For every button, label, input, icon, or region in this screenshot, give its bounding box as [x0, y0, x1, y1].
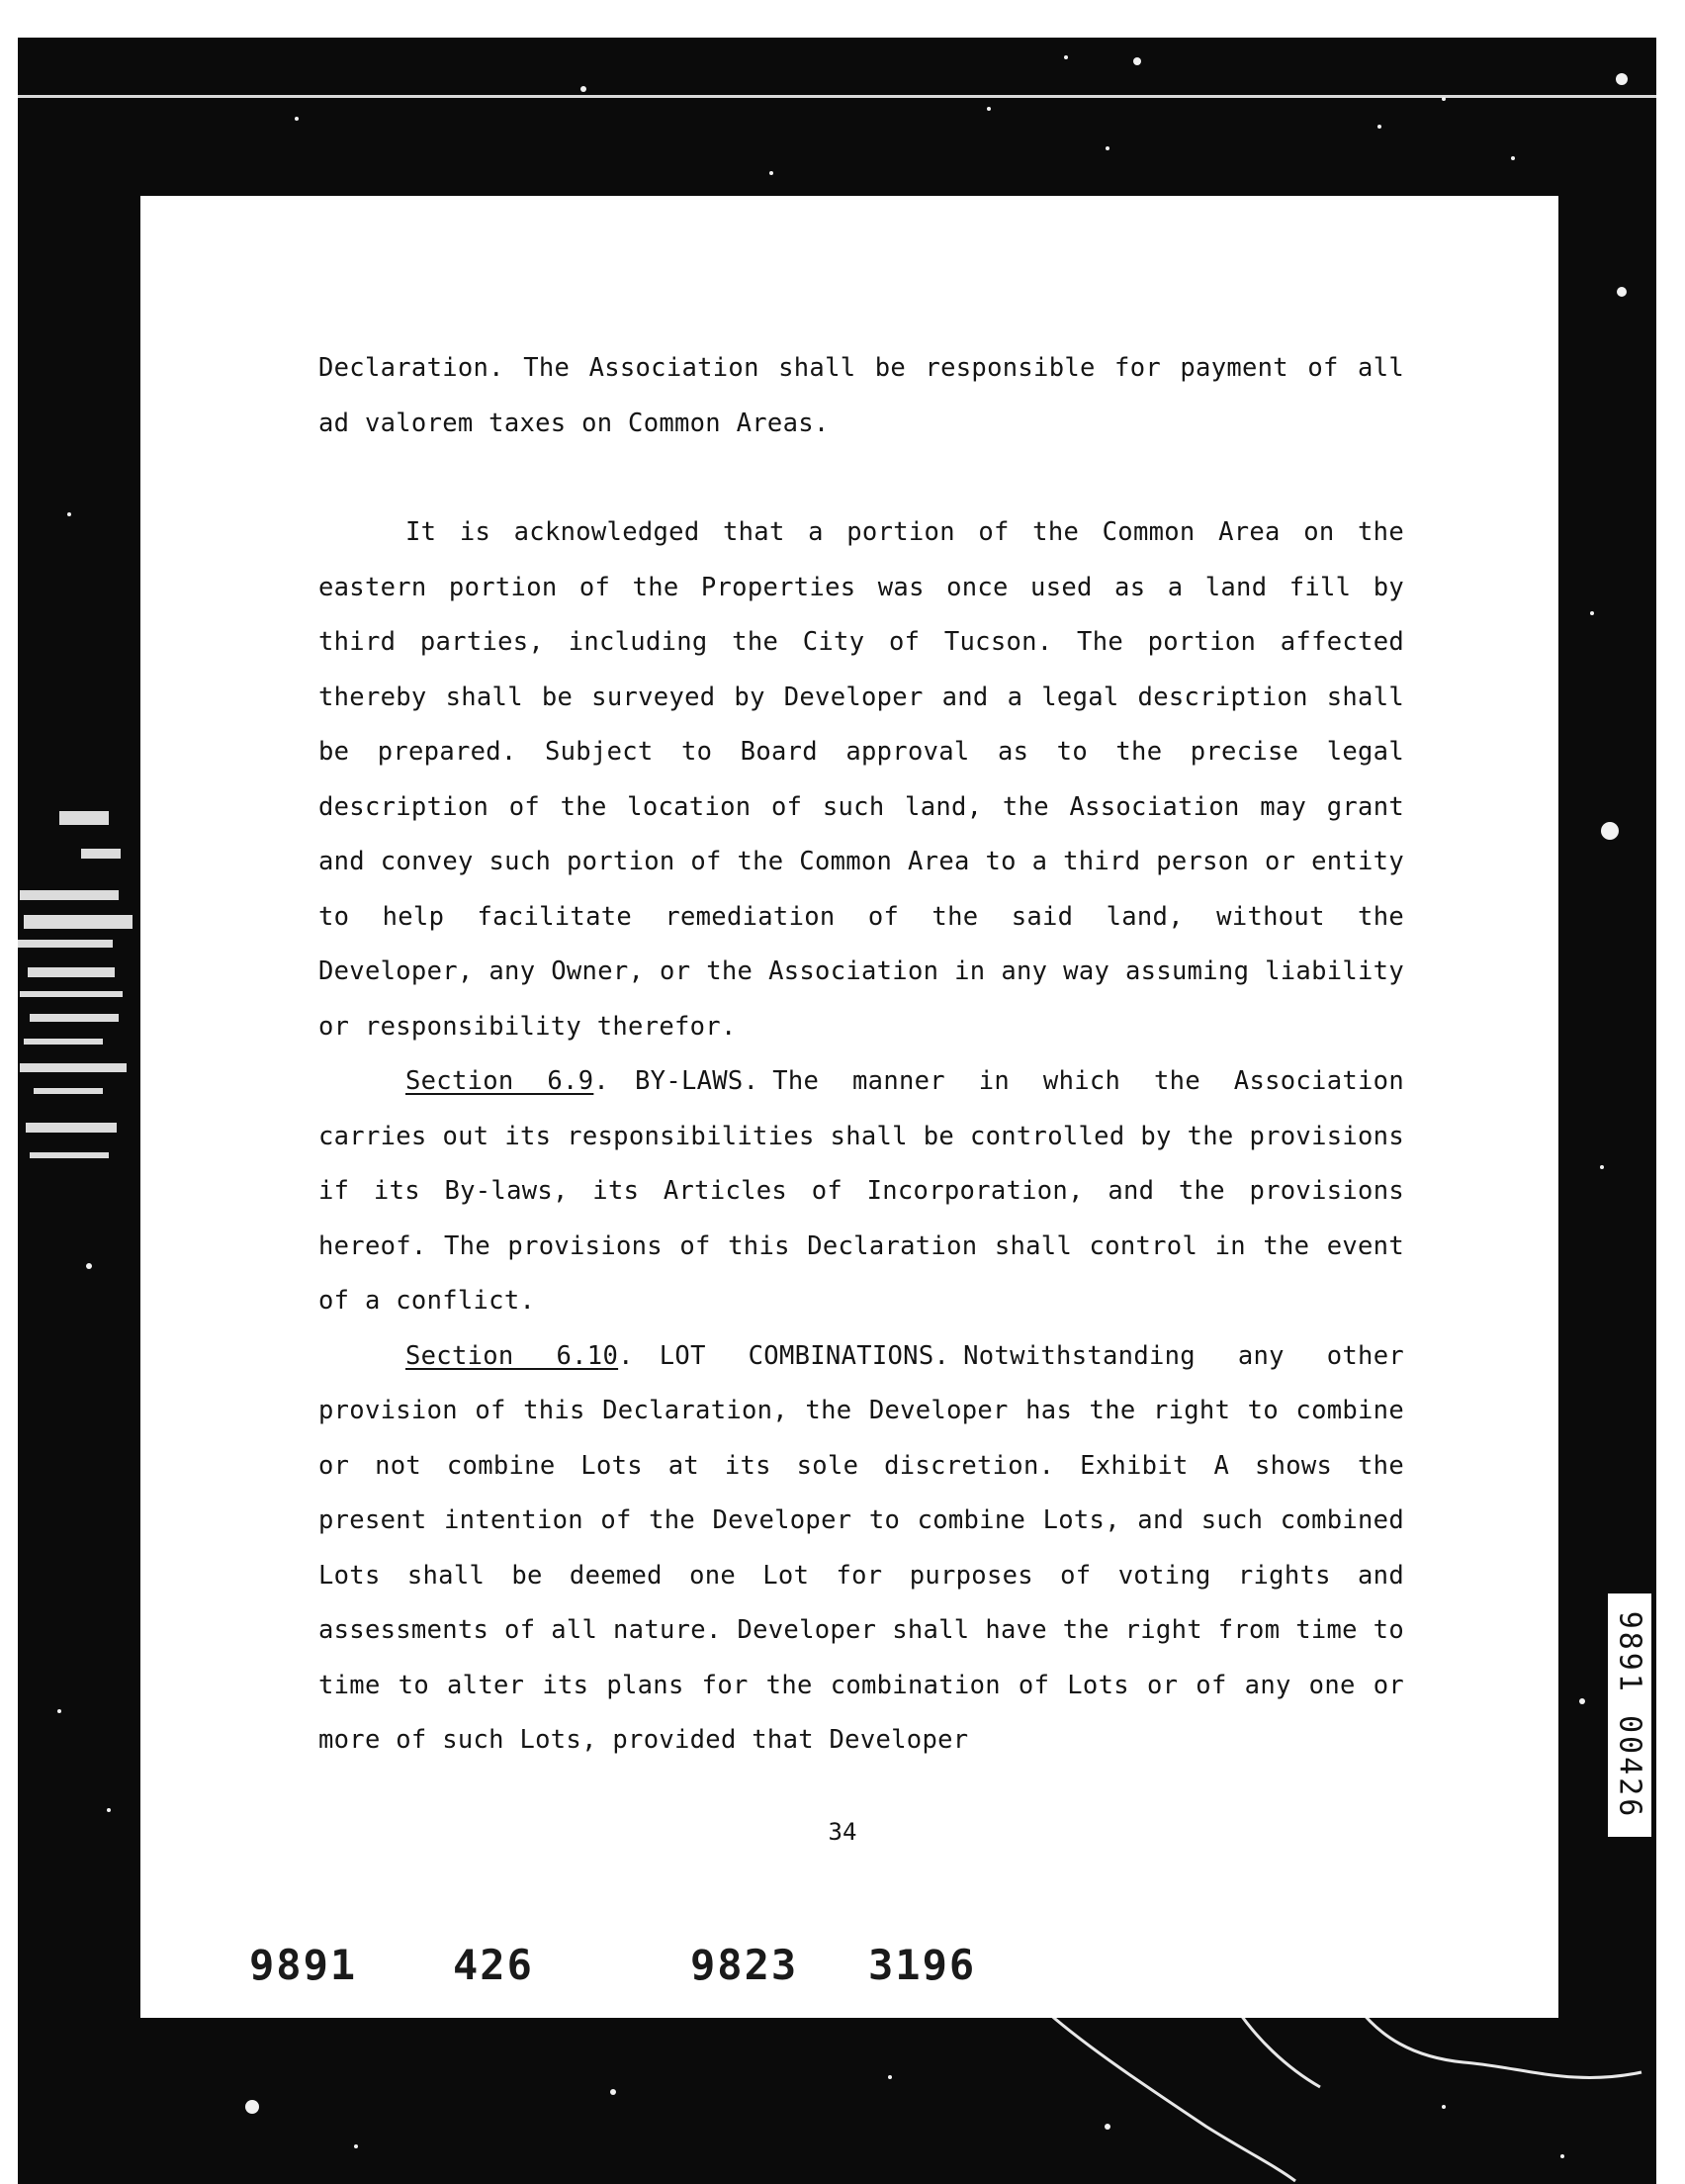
- recording-stamp-sequence: 3196: [868, 1941, 977, 1989]
- section-text: The manner in which the Association carries out its responsibilities shall be controlled by the provisions if its By-laws, its Articles of Incorporation, and the provisions hereof. The provisions of this Declaration shall control in the event of a conflict.: [318, 1066, 1404, 1316]
- document-body: [318, 341, 1404, 1769]
- recording-stamp-book: 9891: [249, 1941, 358, 1989]
- section-number: Section 6.9: [405, 1066, 594, 1096]
- paragraph-declaration-taxes: Declaration. The Association shall be responsible for payment of all ad valorem taxes on Common Areas.: [318, 353, 1404, 438]
- recording-stamp-page: 426: [453, 1941, 534, 1989]
- section-number: Section 6.10: [405, 1340, 619, 1371]
- section-title: LOT COMBINATIONS.: [659, 1340, 950, 1371]
- section-6-10: Section 6.10. LOT COMBINATIONS. Notwithstanding any other provision of this Declaration, the Developer has the right to combine or not combine Lots at its sole discretion. Exhibit A shows the present intention of the Developer to combine Lots, and such combined Lots shall be deemed one Lot for purposes of voting rights and assessments of all nature. Developer shall have the right from time to time to alter its plans for the combination of Lots or of any one or more of such Lots, provided that Developer: [318, 1340, 1405, 1755]
- paragraph-land-fill: It is acknowledged that a portion of the Common Area on the eastern portion of the Properties was once used as a land fill by third parties, including the City of Tucson. The portion affected thereby shall be surveyed by Developer and a legal description shall be prepared. Subject to Board approval as to the precise legal description of the location of such land, the Association may grant and convey such portion of the Common Area to a third person or entity to help facilitate remediation of the said land, without the Developer, any Owner, or the Association in any way assuming liability or responsibility therefor.: [318, 517, 1404, 1042]
- side-stamp-number: 9891 00426: [1612, 1610, 1647, 1820]
- recording-stamp-docket: 9823: [690, 1941, 799, 1989]
- section-title: BY-LAWS.: [635, 1066, 759, 1096]
- page-number: 34: [828, 1818, 857, 1846]
- side-stamp-box: [1608, 1593, 1651, 1837]
- section-6-9: Section 6.9. BY-LAWS. The manner in which the Association carries out its responsibilities shall be controlled by the provisions if its By-laws, its Articles of Incorporation, and the provisions hereof. The provisions of this Declaration shall control in the event of a conflict.: [318, 1066, 1404, 1316]
- section-text: Notwithstanding any other provision of this Declaration, the Developer has the right to combine or not combine Lots at its sole discretion. Exhibit A shows the present intention of the Developer to combine Lots, and such combined Lots shall be deemed one Lot for purposes of voting rights and assessments of all nature. Developer shall have the right from time to time to alter its plans for the combination of Lots or of any one or more of such Lots, provided that Developer: [318, 1340, 1405, 1755]
- paragraph-gap: [318, 451, 1404, 505]
